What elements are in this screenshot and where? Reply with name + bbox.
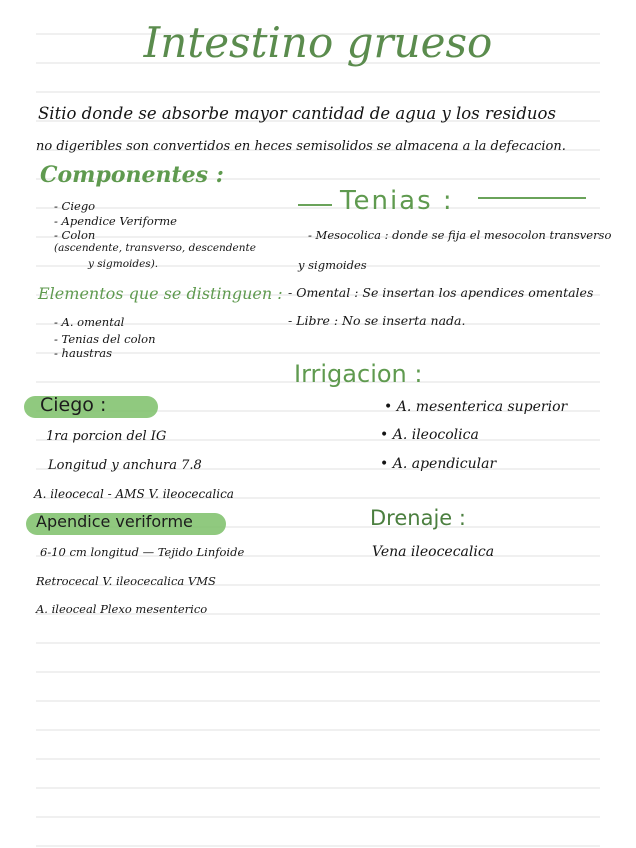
- componentes-item: - Colon: [54, 228, 96, 242]
- apendice-line: Retrocecal V. ileocecalica VMS: [36, 574, 216, 588]
- apendice-heading: Apendice veriforme: [36, 512, 193, 531]
- irrigacion-item: • A. apendicular: [380, 456, 497, 472]
- ciego-line: 1ra porcion del IG: [46, 429, 167, 444]
- irrigacion-heading: Irrigacion :: [294, 360, 423, 388]
- page-title: Intestino grueso: [143, 18, 493, 67]
- drenaje-heading: Drenaje :: [370, 506, 466, 530]
- elementos-item: - A. omental: [54, 315, 125, 329]
- apendice-line: 6-10 cm longitud — Tejido Linfoide: [40, 545, 245, 559]
- elementos-item: - haustras: [54, 346, 112, 360]
- tenias-mesocolica-cont: y sigmoides: [298, 258, 367, 272]
- intro-line-2: no digeribles son convertidos en heces semisolidos se almacena a la defecacion.: [36, 139, 566, 154]
- tenias-libre: - Libre : No se inserta nada.: [288, 313, 466, 328]
- componentes-heading: Componentes :: [40, 162, 224, 188]
- elementos-item: - Tenias del colon: [54, 332, 156, 346]
- colon-detail: (ascendente, transverso, descendente: [54, 242, 256, 254]
- tenias-heading: Tenias :: [340, 186, 454, 216]
- tenias-omental: - Omental : Se insertan los apendices omentales: [288, 285, 594, 300]
- ciego-line: A. ileocecal - AMS V. ileocecalica: [34, 487, 234, 501]
- apendice-line: A. ileoceal Plexo mesenterico: [36, 602, 208, 616]
- tenias-rule-left: [298, 204, 332, 206]
- componentes-item: - Ciego: [54, 199, 96, 213]
- tenias-rule-right: [478, 197, 586, 199]
- irrigacion-item: • A. ileocolica: [380, 427, 479, 443]
- irrigacion-item: • A. mesenterica superior: [384, 399, 568, 415]
- colon-detail: y sigmoides).: [88, 258, 159, 270]
- ciego-heading: Ciego :: [40, 394, 107, 416]
- tenias-mesocolica: - Mesocolica : donde se fija el mesocolon transverso: [308, 228, 612, 242]
- elementos-heading: Elementos que se distinguen :: [38, 284, 283, 303]
- componentes-item: - Apendice Veriforme: [54, 214, 177, 228]
- drenaje-line: Vena ileocecalica: [372, 544, 495, 560]
- ciego-line: Longitud y anchura 7.8: [48, 458, 202, 473]
- intro-line-1: Sitio donde se absorbe mayor cantidad de agua y los residuos: [38, 104, 556, 123]
